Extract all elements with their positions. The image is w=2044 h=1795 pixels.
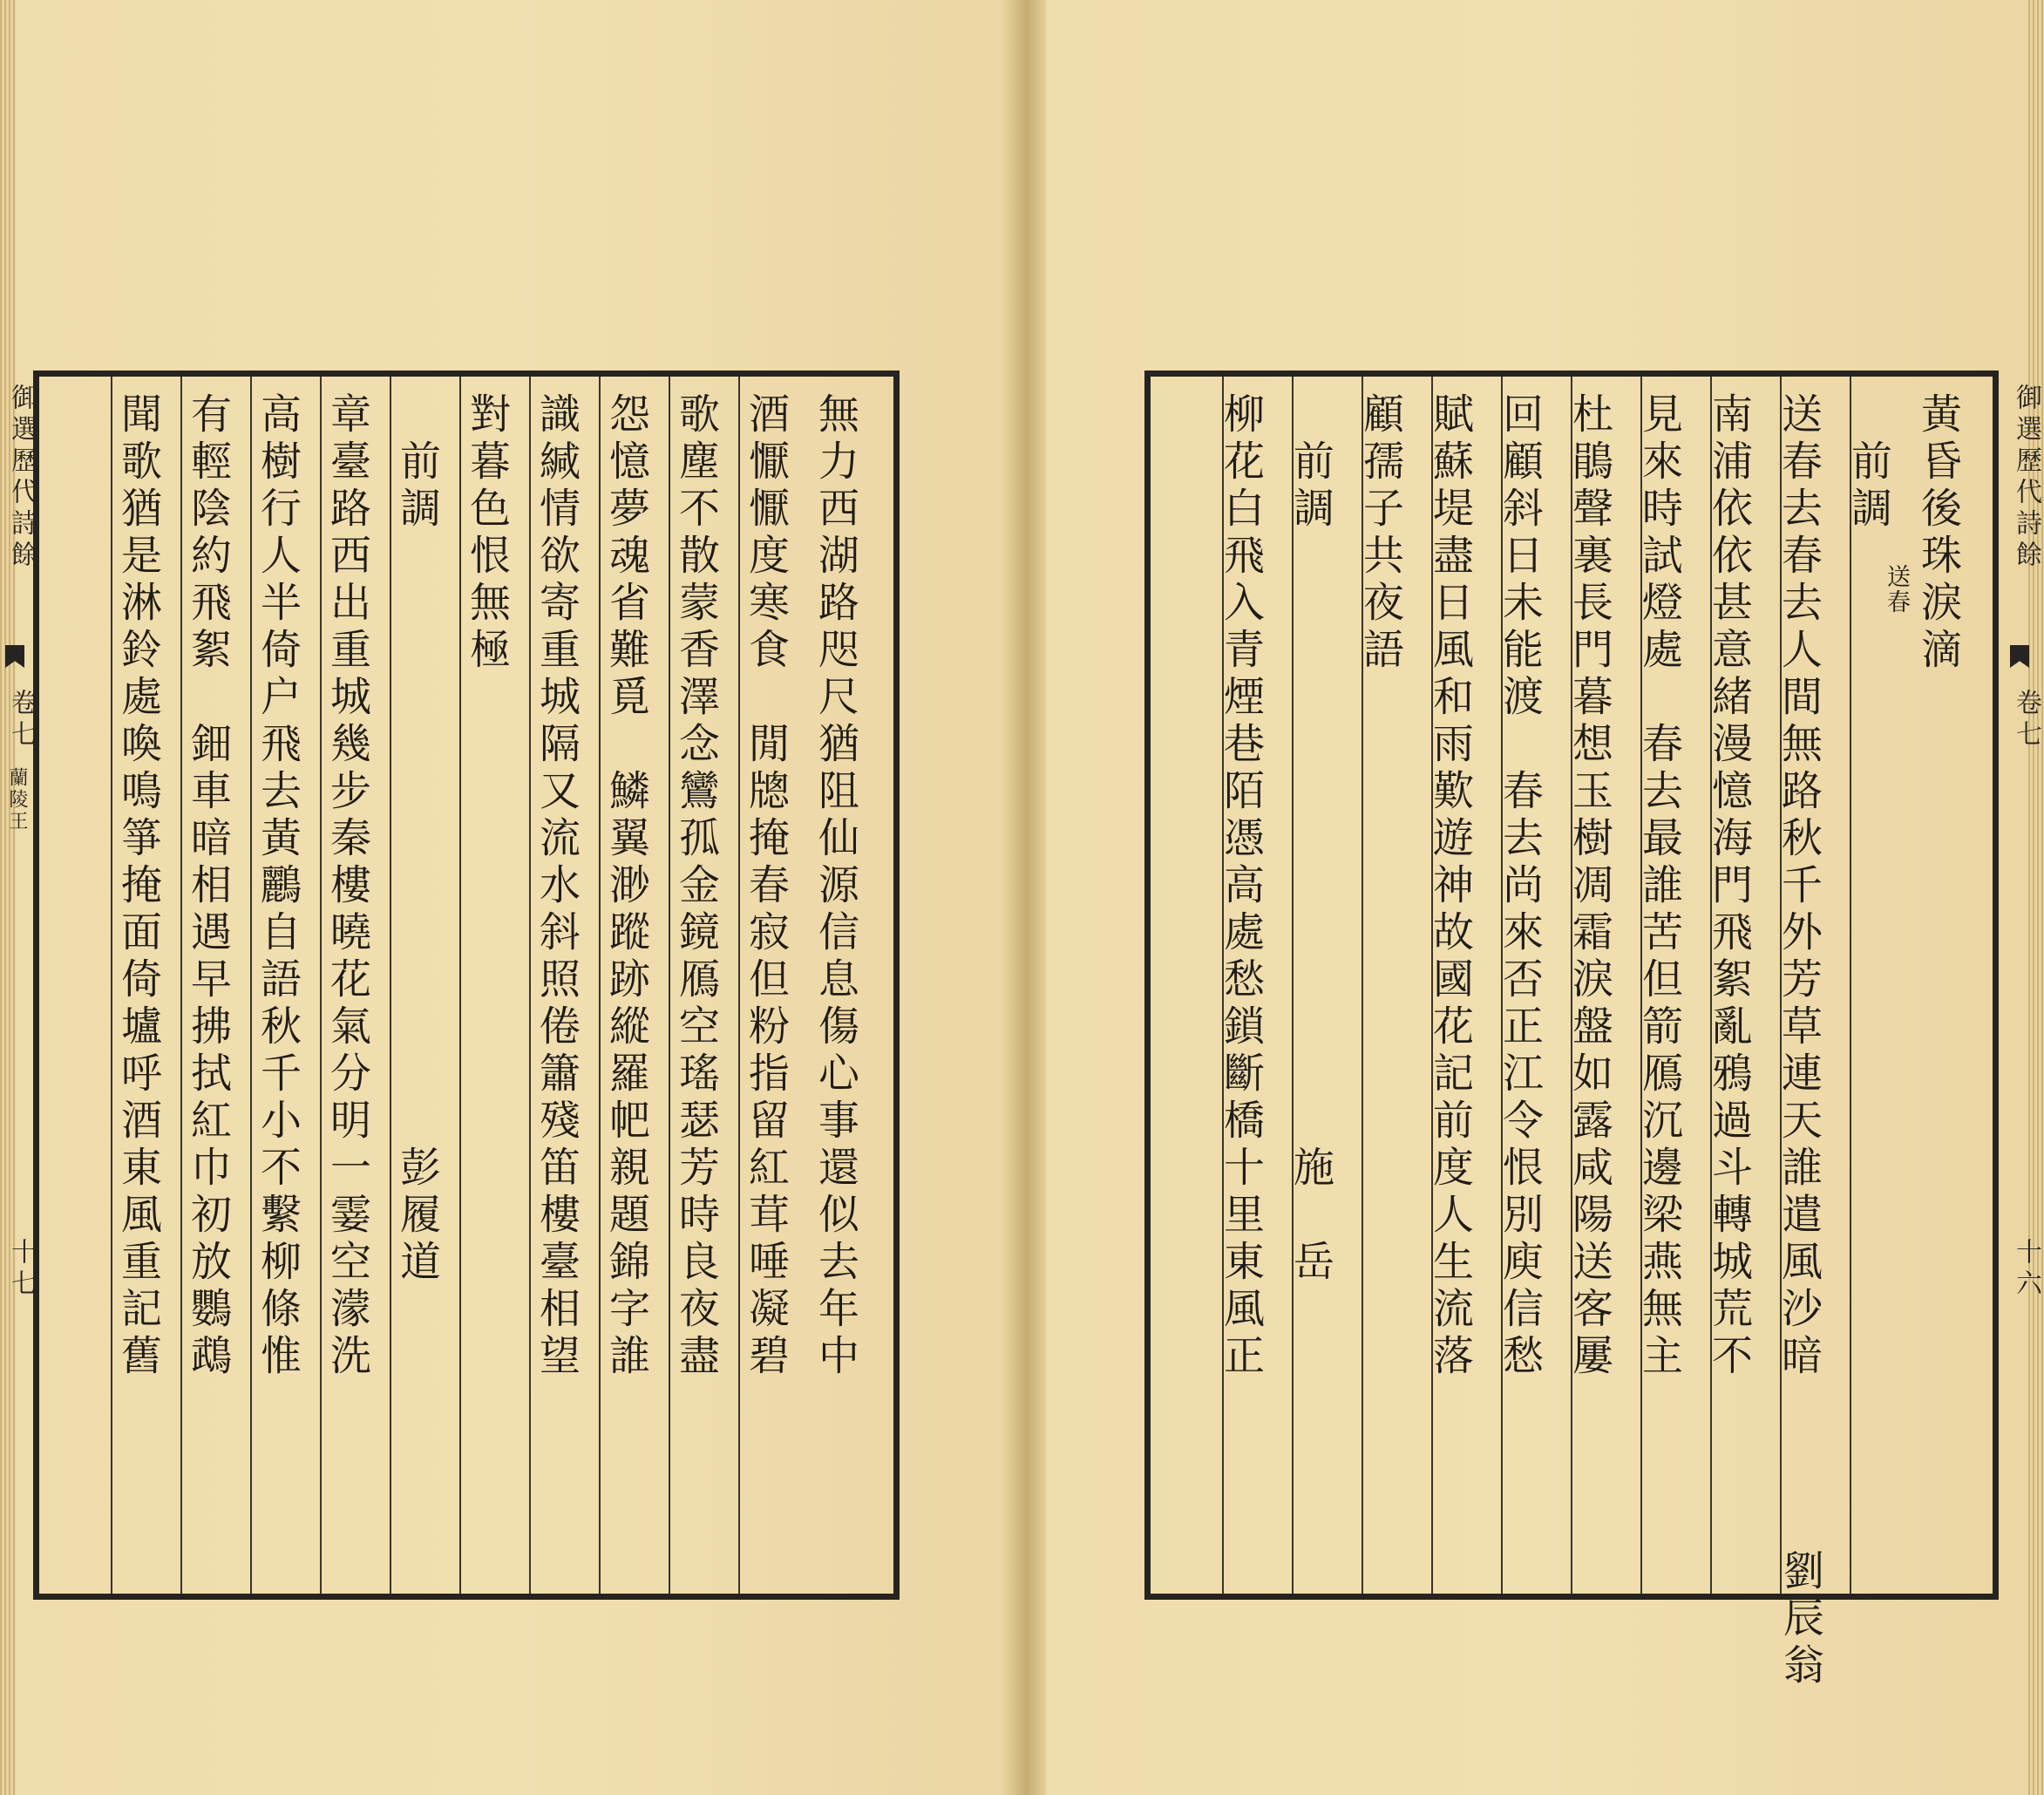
- left-text-column-1: 無力西湖路咫尺猶阻仙源信息傷心事還似去年中: [811, 392, 859, 1381]
- right-page-edge: [2028, 0, 2044, 1795]
- left-text-column-5: 識緘情欲寄重城隔又流水斜照倦簫殘笛樓臺相望: [533, 392, 581, 1381]
- left-margin-volume: 卷七: [6, 689, 37, 751]
- column-rule: [738, 377, 740, 1594]
- column-rule: [459, 377, 461, 1594]
- column-rule: [390, 377, 391, 1594]
- left-text-column-4: 怨憶夢魂省難覓 鱗翼渺蹤跡縱羅帊親題錦字誰: [602, 392, 650, 1381]
- column-rule: [529, 377, 531, 1594]
- right-text-column-9: 顧孺子共夜語: [1356, 392, 1404, 675]
- left-text-column-6: 對暮色恨無極: [463, 392, 511, 675]
- book-gutter: [1002, 0, 1046, 1795]
- right-text-column-11: 柳花白飛入青煙巷陌憑高處愁鎖斷橋十里東風正: [1217, 392, 1265, 1381]
- column-rule: [320, 377, 322, 1594]
- right-text-column-5: 見來時試燈處 春去最誰苦但箭鴈沉邊梁燕無主: [1635, 392, 1683, 1381]
- left-text-column-3: 歌塵不散蒙香澤念鸞孤金鏡鴈空瑤瑟芳時良夜盡: [672, 392, 720, 1381]
- author-liu-chenweng: 劉辰翁: [1776, 1549, 1824, 1690]
- right-text-column-2: 前調: [1844, 392, 1892, 534]
- left-text-frame: [33, 371, 900, 1600]
- left-margin-folio: 十七: [6, 1238, 37, 1301]
- right-text-column-4: 南浦依依甚意緒漫憶海門飛絮亂鴉過斗轉城荒不: [1705, 392, 1753, 1381]
- right-text-column-6: 杜鵑聲裏長門暮想玉樹凋霜淚盤如露咸陽送客屢: [1565, 392, 1613, 1381]
- right-margin-title: 御選歷代詩餘: [2011, 384, 2041, 572]
- right-text-column-8: 賦蘇堤盡日風和雨歎遊神故國花記前度人生流落: [1426, 392, 1474, 1381]
- right-text-column-10: 前調 施 岳: [1287, 392, 1334, 1287]
- column-rule: [180, 377, 182, 1594]
- left-text-column-10: 有輕陰約飛絮 鈿車暗相遇早拂拭紅巾初放鸚鵡: [184, 392, 232, 1381]
- right-text-column-1: 黃昏後珠淚滴: [1914, 392, 1962, 675]
- column-rule: [599, 377, 601, 1594]
- left-text-column-2: 酒懨懨度寒食 閒牕掩春寂但粉指留紅茸唾凝碧: [742, 392, 790, 1381]
- left-text-column-11: 聞歌猶是淋鈴處喚鳴箏掩面倚壚呼酒東風重記舊: [114, 392, 162, 1381]
- column-rule: [111, 377, 112, 1594]
- right-text-column-3: 送春去春去人間無路秋千外芳草連天誰遣風沙暗: [1775, 392, 1823, 1381]
- left-text-column-9: 高樹行人半倚户飛去黃鸝自語秋千小不繫柳條惟: [254, 392, 302, 1381]
- column-rule: [250, 377, 252, 1594]
- left-margin-title: 御選歷代詩餘: [6, 384, 37, 572]
- column-rule: [669, 377, 670, 1594]
- subtitle-note: 送春: [1883, 564, 1910, 615]
- right-margin-folio: 十六: [2011, 1238, 2041, 1301]
- left-margin-tune: 蘭陵王: [6, 767, 28, 833]
- right-text-column-7: 回顧斜日未能渡 春去尚來否正江令恨別庾信愁: [1496, 392, 1544, 1381]
- right-text-frame: [1144, 371, 1999, 1690]
- right-margin-volume: 卷七: [2011, 689, 2041, 751]
- left-text-column-8: 章臺路西出重城幾步秦樓曉花氣分明一霎空濛洗: [323, 392, 371, 1381]
- left-text-column-7: 前調 彭履道: [393, 392, 441, 1287]
- column-rule: [1850, 377, 1851, 1594]
- left-page-edge: [0, 0, 16, 1795]
